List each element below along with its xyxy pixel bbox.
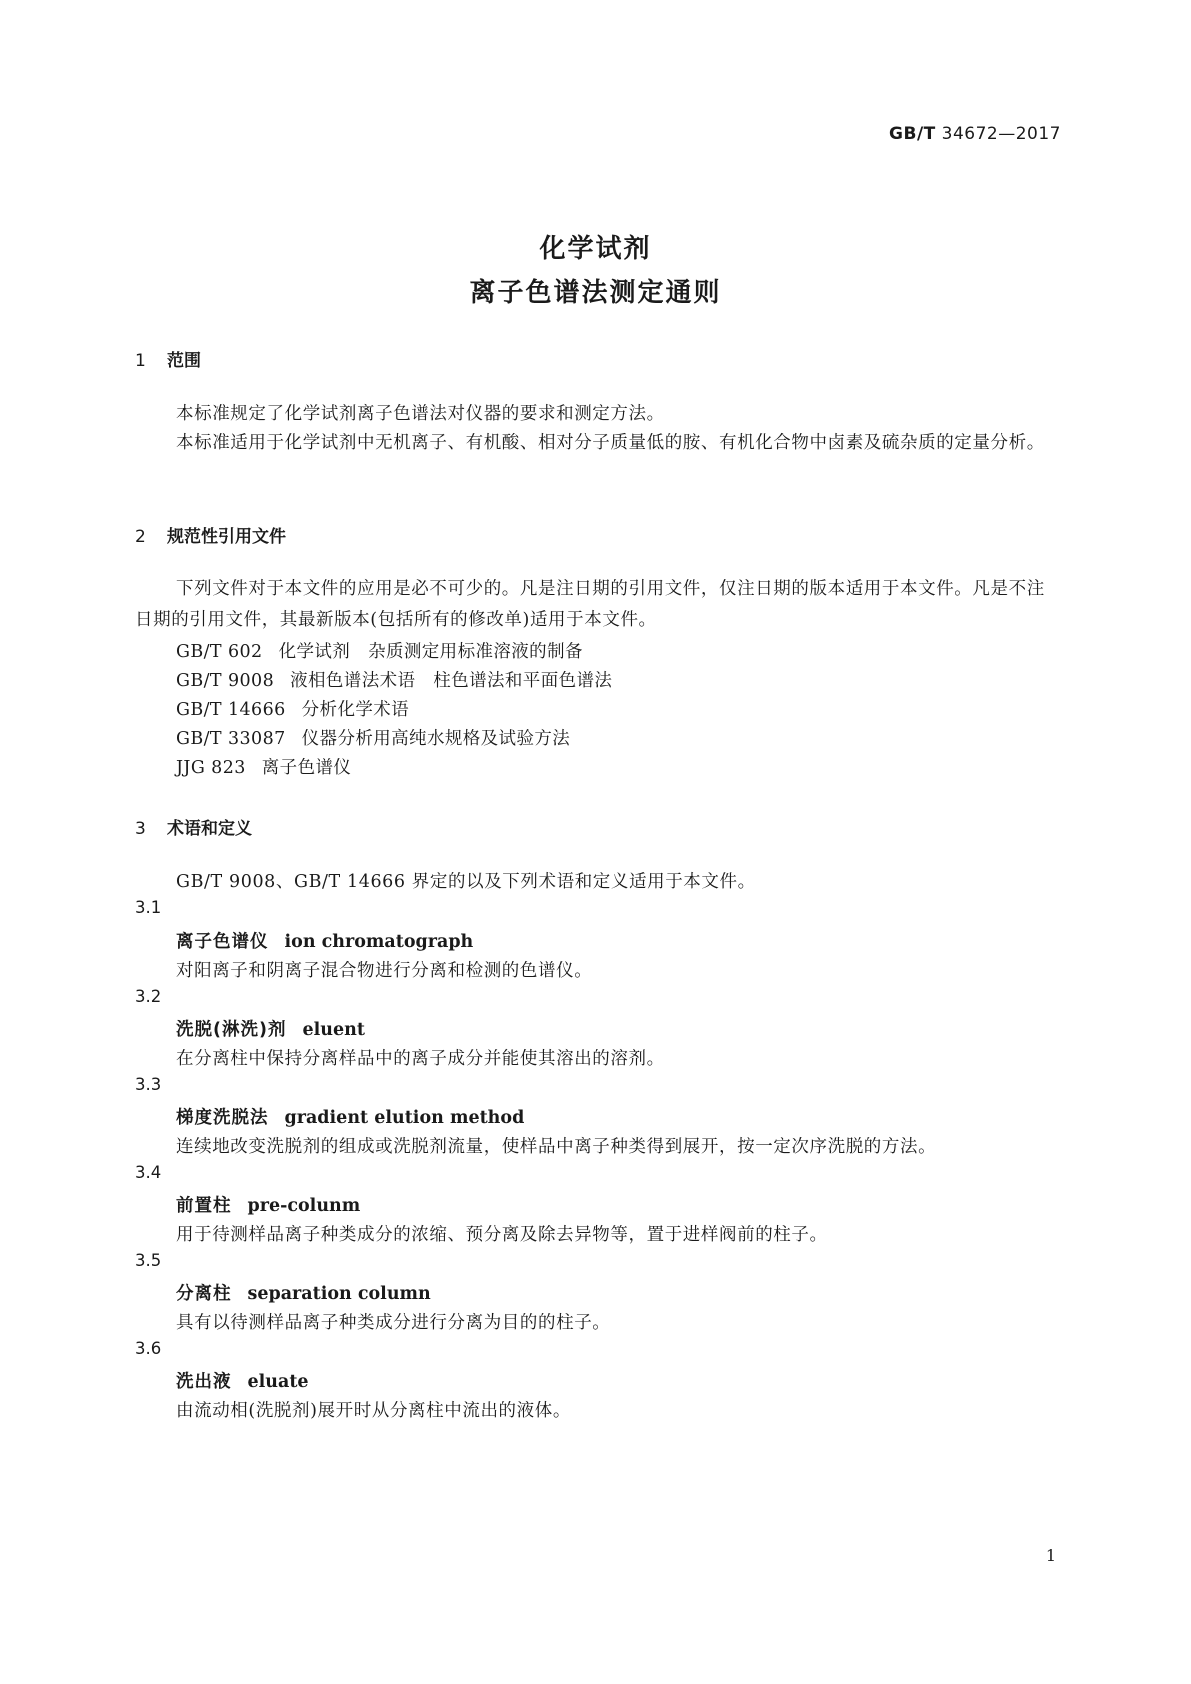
document-title-line1: 化学试剂	[539, 234, 652, 264]
term-chinese: 梯度洗脱法	[176, 1108, 269, 1128]
section-heading-normative-references	[135, 522, 286, 547]
reference-name: 液相色谱法术语 柱色谱法和平面色谱法	[290, 671, 613, 691]
term-entry	[176, 1368, 309, 1393]
reference-item	[176, 725, 570, 750]
term-definition: 在分离柱中保持分离样品中的离子成分并能使其溶出的溶剂。	[176, 1049, 665, 1069]
term-definition: 对阳离子和阴离子混合物进行分离和检测的色谱仪。	[176, 961, 593, 981]
term-english: eluent	[302, 1020, 365, 1040]
section-heading-scope	[135, 346, 201, 371]
reference-code: JJG 823	[176, 758, 246, 778]
section-heading-terms-and-definitions	[135, 814, 252, 839]
document-title-line2: 离子色谱法测定通则	[469, 278, 722, 308]
term-entry	[176, 928, 473, 953]
term-chinese: 前置柱	[176, 1196, 232, 1216]
paragraph: GB/T 9008、GB/T 14666 界定的以及下列术语和定义适用于本文件。	[176, 872, 756, 892]
term-chinese: 分离柱	[176, 1284, 232, 1304]
section-number: 3	[135, 819, 146, 839]
term-english: gradient elution method	[284, 1108, 525, 1128]
term-number: 3.2	[135, 987, 162, 1006]
term-definition: 具有以待测样品离子种类成分进行分离为目的的柱子。	[176, 1313, 611, 1333]
term-chinese: 离子色谱仪	[176, 932, 269, 952]
term-chinese: 洗脱(淋洗)剂	[176, 1020, 287, 1040]
term-definition: 连续地改变洗脱剂的组成或洗脱剂流量，使样品中离子种类得到展开，按一定次序洗脱的方法。	[176, 1137, 937, 1157]
term-number: 3.3	[135, 1075, 162, 1094]
reference-code: GB/T 9008	[176, 671, 275, 691]
paragraph: 下列文件对于本文件的应用是必不可少的。凡是注日期的引用文件，仅注日期的版本适用于本文件。凡是不注日期的引用文件，其最新版本(包括所有的修改单)适用于本文件。	[135, 579, 1045, 630]
term-number: 3.4	[135, 1163, 162, 1182]
standard-code: 34672—2017	[941, 124, 1061, 144]
term-number: 3.5	[135, 1251, 162, 1270]
reference-name: 化学试剂 杂质测定用标准溶液的制备	[278, 642, 583, 662]
term-number: 3.1	[135, 898, 162, 917]
section-number: 2	[135, 527, 146, 547]
reference-code: GB/T 602	[176, 642, 263, 662]
reference-item	[176, 696, 409, 721]
term-english: pre-colunm	[247, 1196, 361, 1216]
term-definition: 用于待测样品离子种类成分的浓缩、预分离及除去异物等，置于进样阀前的柱子。	[176, 1225, 828, 1245]
term-english: eluate	[247, 1372, 309, 1392]
term-chinese: 洗出液	[176, 1372, 232, 1392]
term-english: ion chromatograph	[284, 932, 474, 952]
term-entry	[176, 1280, 431, 1305]
standard-prefix: GB/T	[889, 124, 936, 144]
reference-code: GB/T 33087	[176, 729, 286, 749]
term-english: separation column	[247, 1284, 431, 1304]
term-entry	[176, 1104, 524, 1129]
reference-name: 仪器分析用高纯水规格及试验方法	[301, 729, 571, 749]
page-number: 1	[1045, 1546, 1056, 1565]
section-title: 范围	[167, 351, 201, 371]
term-definition: 由流动相(洗脱剂)展开时从分离柱中流出的液体。	[176, 1401, 571, 1421]
paragraph: 本标准适用于化学试剂中无机离子、有机酸、相对分子质量低的胺、有机化合物中卤素及硫杂质的定量分析。	[176, 433, 1045, 453]
section-title: 术语和定义	[167, 819, 252, 839]
reference-item	[176, 638, 583, 663]
reference-item	[176, 667, 612, 692]
paragraph: 本标准规定了化学试剂离子色谱法对仪器的要求和测定方法。	[176, 404, 665, 424]
reference-code: GB/T 14666	[176, 700, 286, 720]
reference-name: 离子色谱仪	[261, 758, 352, 778]
term-number: 3.6	[135, 1339, 162, 1358]
term-entry	[176, 1016, 365, 1041]
standard-number	[889, 124, 1061, 144]
term-entry	[176, 1192, 360, 1217]
reference-name: 分析化学术语	[301, 700, 410, 720]
section-title: 规范性引用文件	[167, 527, 286, 547]
reference-item	[176, 754, 351, 779]
section-number: 1	[135, 351, 146, 371]
